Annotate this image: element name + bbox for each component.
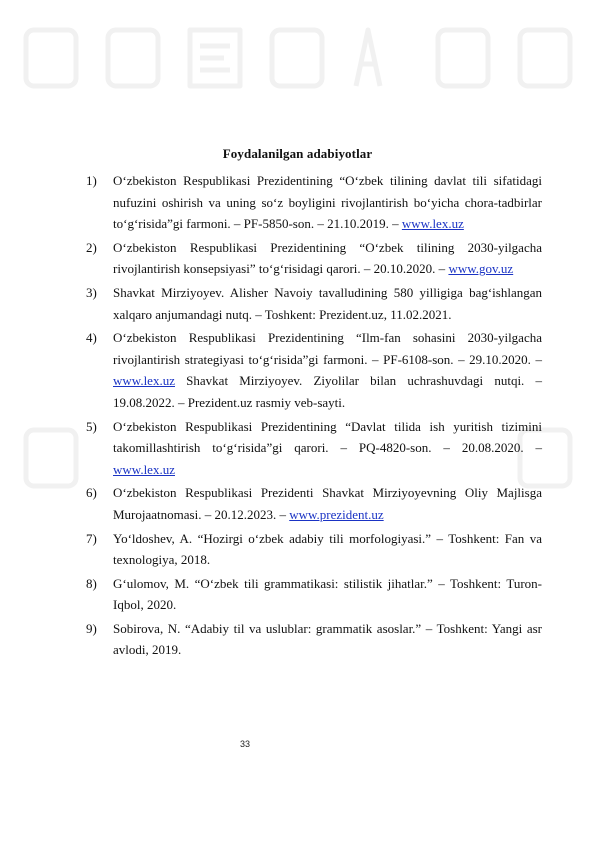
reference-text: O‘zbekiston Respublikasi Prezidentining “O‘zbek tilining 2030-yilgacha rivojlantirish konsepsiyasi” to‘g‘risidagi qarori. – 20.10.2020. –: [113, 239, 542, 277]
reference-body: [113, 573, 542, 616]
reference-text: Shavkat Mirziyoyev. Alisher Navoiy tavalludining 580 yilligiga bag‘ishlangan xalqaro anjumandagi nutq. – Toshkent: Prezident.uz, 11.02.2021.: [113, 284, 542, 322]
reference-number: 2): [86, 239, 97, 255]
reference-item: [86, 528, 542, 571]
reference-item: [86, 482, 542, 525]
reference-body: [113, 528, 542, 571]
reference-link[interactable]: www.lex.uz: [113, 373, 175, 389]
reference-text: Yo‘ldoshev, A. “Hozirgi o‘zbek adabiy tili morfologiyasi.” – Toshkent: Fan va texnologiya, 2018.: [113, 530, 542, 568]
reference-text: G‘ulomov, M. “O‘zbek tili grammatikasi: stilistik jihatlar.” – Toshkent: Turon-Iqbol, 2020.: [113, 575, 542, 613]
reference-text: O‘zbekiston Respublikasi Prezidenti Shavkat Mirziyoyevning Oliy Majlisga Murojaatnomasi. – 20.12.2023. –: [113, 485, 542, 522]
reference-link[interactable]: www.prezident.uz: [289, 506, 384, 522]
reference-body: [113, 416, 542, 481]
references-list: [86, 170, 542, 663]
reference-number: 8): [86, 575, 97, 591]
reference-item: [86, 170, 542, 235]
reference-link[interactable]: www.gov.uz: [448, 261, 514, 277]
page-number: 33: [239, 739, 250, 749]
reference-number: 6): [86, 485, 97, 501]
reference-text: O‘zbekiston Respublikasi Prezidentining “O‘zbek tilining davlat tili sifatidagi nufuzini oshirish va uning so‘z boyligini rivojlantirish bo‘yicha chora-tadbirlar to‘g‘risida”gi farmoni. – PF-5850-son. – 21.10.2019. –: [113, 173, 542, 232]
reference-body: [113, 482, 542, 525]
reference-link[interactable]: www.lex.uz: [401, 216, 464, 232]
reference-text: O‘zbekiston Respublikasi Prezidentining “Davlat tilida ish yuritish tizimini takomillashtirish to‘g‘risida”gi qarori. – PQ-4820-son. – 20.08.2020. –: [113, 418, 542, 456]
reference-item: [86, 573, 542, 616]
reference-number: 9): [86, 620, 97, 636]
reference-number: 3): [86, 284, 97, 300]
reference-body: [113, 618, 542, 661]
reference-body: [113, 170, 542, 235]
reference-item: [86, 416, 542, 481]
reference-number: 7): [86, 530, 97, 546]
reference-body: [113, 327, 542, 413]
references-heading: Foydalanilgan adabiyotlar: [222, 146, 373, 161]
reference-body: [113, 282, 542, 325]
reference-item: [86, 282, 542, 325]
reference-body: [113, 237, 542, 280]
reference-number: 1): [86, 173, 97, 188]
reference-text-continued: Shavkat Mirziyoyev. Ziyolilar bilan uchrashuvdagi nutqi. – 19.08.2022. – Prezident.uz rasmiy veb-sayti.: [113, 373, 542, 410]
reference-item: [86, 327, 542, 413]
reference-text: O‘zbekiston Respublikasi Prezidentining “Ilm-fan sohasini 2030-yilgacha rivojlantirish strategiyasi to‘g‘risida”gi farmoni. – PF-6108-son. – 29.10.2020. –: [113, 330, 542, 367]
reference-link[interactable]: www.lex.uz: [113, 461, 175, 477]
reference-text: Sobirova, N. “Adabiy til va uslublar: grammatik asoslar.” – Toshkent: Yangi asr avlodi, 2019.: [113, 620, 542, 658]
reference-item: [86, 237, 542, 280]
reference-item: [86, 618, 542, 661]
reference-number: 4): [86, 330, 97, 346]
reference-number: 5): [86, 418, 97, 434]
